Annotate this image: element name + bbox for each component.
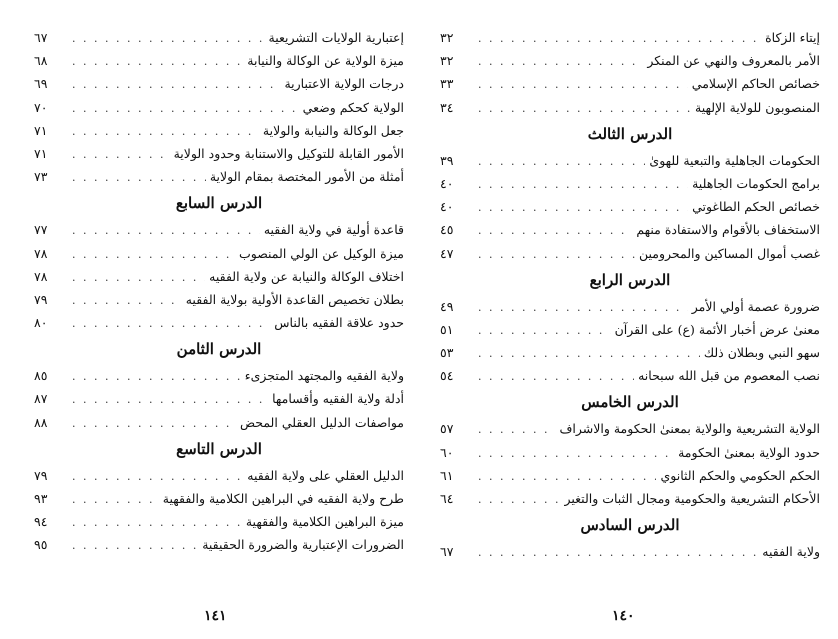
toc-entry-title: نصب المعصوم من قبل الله سبحانه: [638, 368, 820, 384]
toc-section: [440, 387, 820, 510]
toc-entry-title: ميزة الوكيل عن الولي المنصوب: [238, 245, 404, 261]
toc-entry-title: برامج الحكومات الجاهلية: [692, 175, 820, 191]
toc-entry-title: جعل الوكالة والنيابة والولاية: [262, 122, 404, 138]
toc-entry-title: الولاية التشريعية والولاية بمعنىٰ الحكومة والاشراف: [559, 421, 820, 437]
toc-entry-title: إيتاء الزكاة: [765, 30, 820, 45]
dot-leader: [72, 166, 206, 189]
lesson-heading: الدرس الثالث: [587, 124, 673, 143]
dot-leader: [72, 511, 242, 534]
toc-entry-title: الأمور القابلة للتوكيل والاستنابة وحدود الولاية: [173, 145, 404, 161]
toc-entry-title: حدود علاقة الفقيه بالناس: [274, 315, 404, 331]
dot-leader: [72, 266, 205, 289]
toc-entry-page: ٧٠: [34, 99, 48, 115]
toc-entry-page: ٤٥: [440, 222, 454, 238]
toc-entry: [440, 149, 820, 172]
toc-entry-title: حدود الولاية بمعنىٰ الحكومة: [678, 444, 820, 460]
toc-section: [34, 26, 404, 188]
dot-leader: [478, 465, 656, 488]
toc-section: [440, 119, 820, 265]
toc-entry: [34, 387, 404, 410]
toc-entry: [440, 464, 820, 487]
dot-leader: [72, 412, 236, 435]
toc-entry-page: ٦٧: [440, 544, 454, 560]
dot-leader: [72, 73, 280, 96]
toc-entry-page: ٤٠: [440, 175, 454, 191]
toc-entry: [440, 364, 820, 387]
toc-entry-title: خصائص الحكم الطاغوتي: [692, 199, 820, 215]
toc-entry: [34, 242, 404, 265]
toc-entry: [440, 172, 820, 195]
toc-entry-title: المنصوبون للولاية الإلهية: [695, 99, 820, 115]
dot-leader: [72, 97, 299, 120]
toc-entry: [34, 142, 404, 165]
dot-leader: [478, 219, 632, 242]
dot-leader: [478, 173, 688, 196]
dot-leader: [72, 388, 268, 411]
dot-leader: [478, 541, 758, 564]
toc-entry-title: الاستخفاف بالأقوام والاستفادة منهم: [636, 222, 820, 238]
dot-leader: [478, 50, 643, 73]
toc-entry-page: ٨٨: [34, 414, 48, 430]
toc-entry-page: ٧١: [34, 145, 48, 161]
toc-entry-page: ٣٩: [440, 152, 454, 168]
dot-leader: [72, 219, 260, 242]
toc-entry-title: الدليل العقلي على ولاية الفقيه: [247, 467, 404, 483]
toc-entry-page: ٨٥: [34, 368, 48, 384]
toc-entry: [440, 72, 820, 95]
toc-section: [34, 434, 404, 557]
toc-entry: [440, 341, 820, 364]
toc-entry-title: مواصفات الدليل العقلي المحض: [239, 414, 404, 430]
toc-entry: [34, 265, 404, 288]
toc-entry-title: الأمر بالمعروف والنهي عن المنكر: [647, 53, 820, 69]
toc-entry-page: ٦٨: [34, 53, 48, 69]
toc-entry-title: معنىٰ عرض أخبار الأئمة (ع) على القرآن: [614, 321, 820, 337]
toc-section: [34, 188, 404, 334]
toc-entry-title: الضرورات الإعتبارية والضرورة الحقيقية: [202, 537, 404, 553]
dot-leader: [478, 73, 688, 96]
dot-leader: [72, 465, 243, 488]
toc-entry: [440, 242, 820, 265]
toc-entry-page: ٧٩: [34, 291, 48, 307]
lesson-heading: الدرس السابع: [175, 194, 263, 213]
toc-section: [440, 26, 820, 119]
dot-leader: [478, 488, 560, 511]
toc-entry: [440, 540, 820, 563]
toc-entry-page: ٥٧: [440, 421, 454, 437]
toc-entry-title: الولاية كحكم وضعي: [302, 99, 404, 115]
dot-leader: [478, 296, 688, 319]
toc-entry: [440, 441, 820, 464]
dot-leader: [72, 27, 265, 50]
lesson-heading: الدرس الرابع: [589, 270, 671, 289]
toc-entry: [34, 464, 404, 487]
toc-entry: [34, 533, 404, 556]
toc-entry-title: ميزة البراهين الكلامية والفقهية: [245, 514, 404, 530]
toc-entry-page: ٨٧: [34, 391, 48, 407]
toc-entry-page: ٤٧: [440, 245, 454, 261]
dot-leader: [478, 319, 611, 342]
toc-entry-page: ٥٣: [440, 345, 454, 361]
toc-entry: [440, 195, 820, 218]
toc-entry-title: ولاية الفقيه: [762, 544, 820, 560]
toc-entry-page: ٨٠: [34, 315, 48, 331]
toc-entry-page: ٩٥: [34, 537, 48, 553]
toc-entry-title: بطلان تخصيص القاعدة الأولية بولاية الفقيه: [185, 291, 404, 307]
toc-entry-title: ولاية الفقيه والمجتهد المتجزىء: [244, 368, 404, 384]
toc-entry-title: الحكم الحكومي والحكم الثانوي: [660, 467, 820, 483]
toc-entry: [34, 119, 404, 142]
toc-entry-page: ٤٠: [440, 199, 454, 215]
lesson-heading: الدرس السادس: [580, 516, 680, 535]
dot-leader: [478, 97, 691, 120]
toc-entry-page: ٧٨: [34, 268, 48, 284]
toc-entry-page: ٧٣: [34, 169, 48, 185]
left-page-toc: [34, 26, 404, 586]
toc-entry: [440, 26, 820, 49]
dot-leader: [72, 534, 198, 557]
toc-entry: [440, 218, 820, 241]
toc-entry-page: ٥٤: [440, 368, 454, 384]
lesson-heading: الدرس التاسع: [176, 439, 262, 458]
dot-leader: [478, 342, 700, 365]
toc-entry-page: ٦٩: [34, 76, 48, 92]
toc-entry: [34, 26, 404, 49]
toc-entry-title: درجات الولاية الاعتبارية: [284, 76, 404, 92]
toc-entry-title: أمثلة من الأمور المختصة بمقام الولاية: [209, 169, 404, 185]
toc-entry-page: ٣٢: [440, 53, 454, 69]
toc-entry-title: اختلاف الوكالة والنيابة عن ولاية الفقيه: [209, 268, 404, 284]
toc-entry: [34, 510, 404, 533]
toc-entry-page: ٧٩: [34, 467, 48, 483]
toc-entry: [34, 165, 404, 188]
toc-entry: [34, 96, 404, 119]
toc-entry-title: ضرورة عصمة أولي الأمر: [691, 298, 820, 314]
dot-leader: [72, 365, 241, 388]
toc-entry-title: إعتبارية الولايات التشريعية: [268, 30, 404, 45]
toc-entry-page: ٦٠: [440, 444, 454, 460]
dot-leader: [478, 243, 635, 266]
dot-leader: [478, 27, 761, 50]
dot-leader: [478, 150, 645, 173]
toc-entry: [34, 311, 404, 334]
toc-entry: [34, 218, 404, 241]
toc-entry-title: سهو النبي وبطلان ذلك: [703, 345, 820, 361]
dot-leader: [72, 488, 159, 511]
toc-entry: [440, 417, 820, 440]
toc-entry-page: ٧١: [34, 122, 48, 138]
toc-entry-title: أدلة ولاية الفقيه وأقسامها: [272, 391, 404, 407]
toc-entry-title: الأحكام التشريعية والحكومية ومجال الثبات والتغير: [564, 491, 820, 506]
toc-entry: [440, 487, 820, 510]
toc-entry: [34, 364, 404, 387]
toc-entry: [440, 318, 820, 341]
toc-entry: [440, 49, 820, 72]
toc-entry: [34, 487, 404, 510]
toc-entry: [34, 49, 404, 72]
toc-entry-page: ٧٨: [34, 245, 48, 261]
toc-entry-page: ٦١: [440, 467, 454, 483]
dot-leader: [72, 312, 270, 335]
dot-leader: [478, 365, 634, 388]
toc-entry-page: ٣٤: [440, 99, 454, 115]
toc-section: [34, 334, 404, 434]
toc-entry-title: خصائص الحاكم الإسلامي: [691, 76, 820, 92]
toc-entry: [34, 72, 404, 95]
toc-entry: [34, 288, 404, 311]
lesson-heading: الدرس الخامس: [581, 393, 679, 412]
dot-leader: [72, 289, 182, 312]
toc-entry: [440, 295, 820, 318]
dot-leader: [478, 196, 688, 219]
toc-entry-page: ٤٩: [440, 298, 454, 314]
toc-entry-title: طرح ولاية الفقيه في البراهين الكلامية والفقهية: [162, 491, 404, 506]
toc-entry-title: قاعدة أولية في ولاية الفقيه: [263, 222, 404, 238]
toc-entry-title: الحكومات الجاهلية والتبعية للهوىٰ: [649, 152, 820, 168]
dot-leader: [72, 120, 259, 143]
dot-leader: [72, 50, 243, 73]
toc-entry-page: ٥١: [440, 321, 454, 337]
toc-entry: [440, 96, 820, 119]
toc-entry: [34, 411, 404, 434]
toc-entry-page: ٦٧: [34, 30, 48, 45]
toc-entry-title: ميزة الولاية عن الوكالة والنيابة: [247, 53, 404, 69]
lesson-heading: الدرس الثامن: [176, 340, 262, 359]
dot-leader: [72, 143, 170, 166]
dot-leader: [72, 243, 235, 266]
toc-entry-page: ٩٤: [34, 514, 48, 530]
toc-entry-page: ٩٣: [34, 491, 48, 506]
dot-leader: [478, 442, 674, 465]
toc-section: [440, 265, 820, 388]
toc-entry-page: ٣٣: [440, 76, 454, 92]
toc-entry-page: ٣٢: [440, 30, 454, 45]
toc-entry-page: ٧٧: [34, 222, 48, 238]
right-page-toc: [440, 26, 820, 586]
dot-leader: [478, 418, 555, 441]
page-number-left: ١٤١: [204, 608, 227, 624]
toc-entry-title: غصب أموال المساكين والمحرومين: [639, 245, 820, 261]
toc-entry-page: ٦٤: [440, 491, 454, 506]
toc-section: [440, 510, 820, 563]
page-number-right: ١٤٠: [612, 608, 635, 624]
